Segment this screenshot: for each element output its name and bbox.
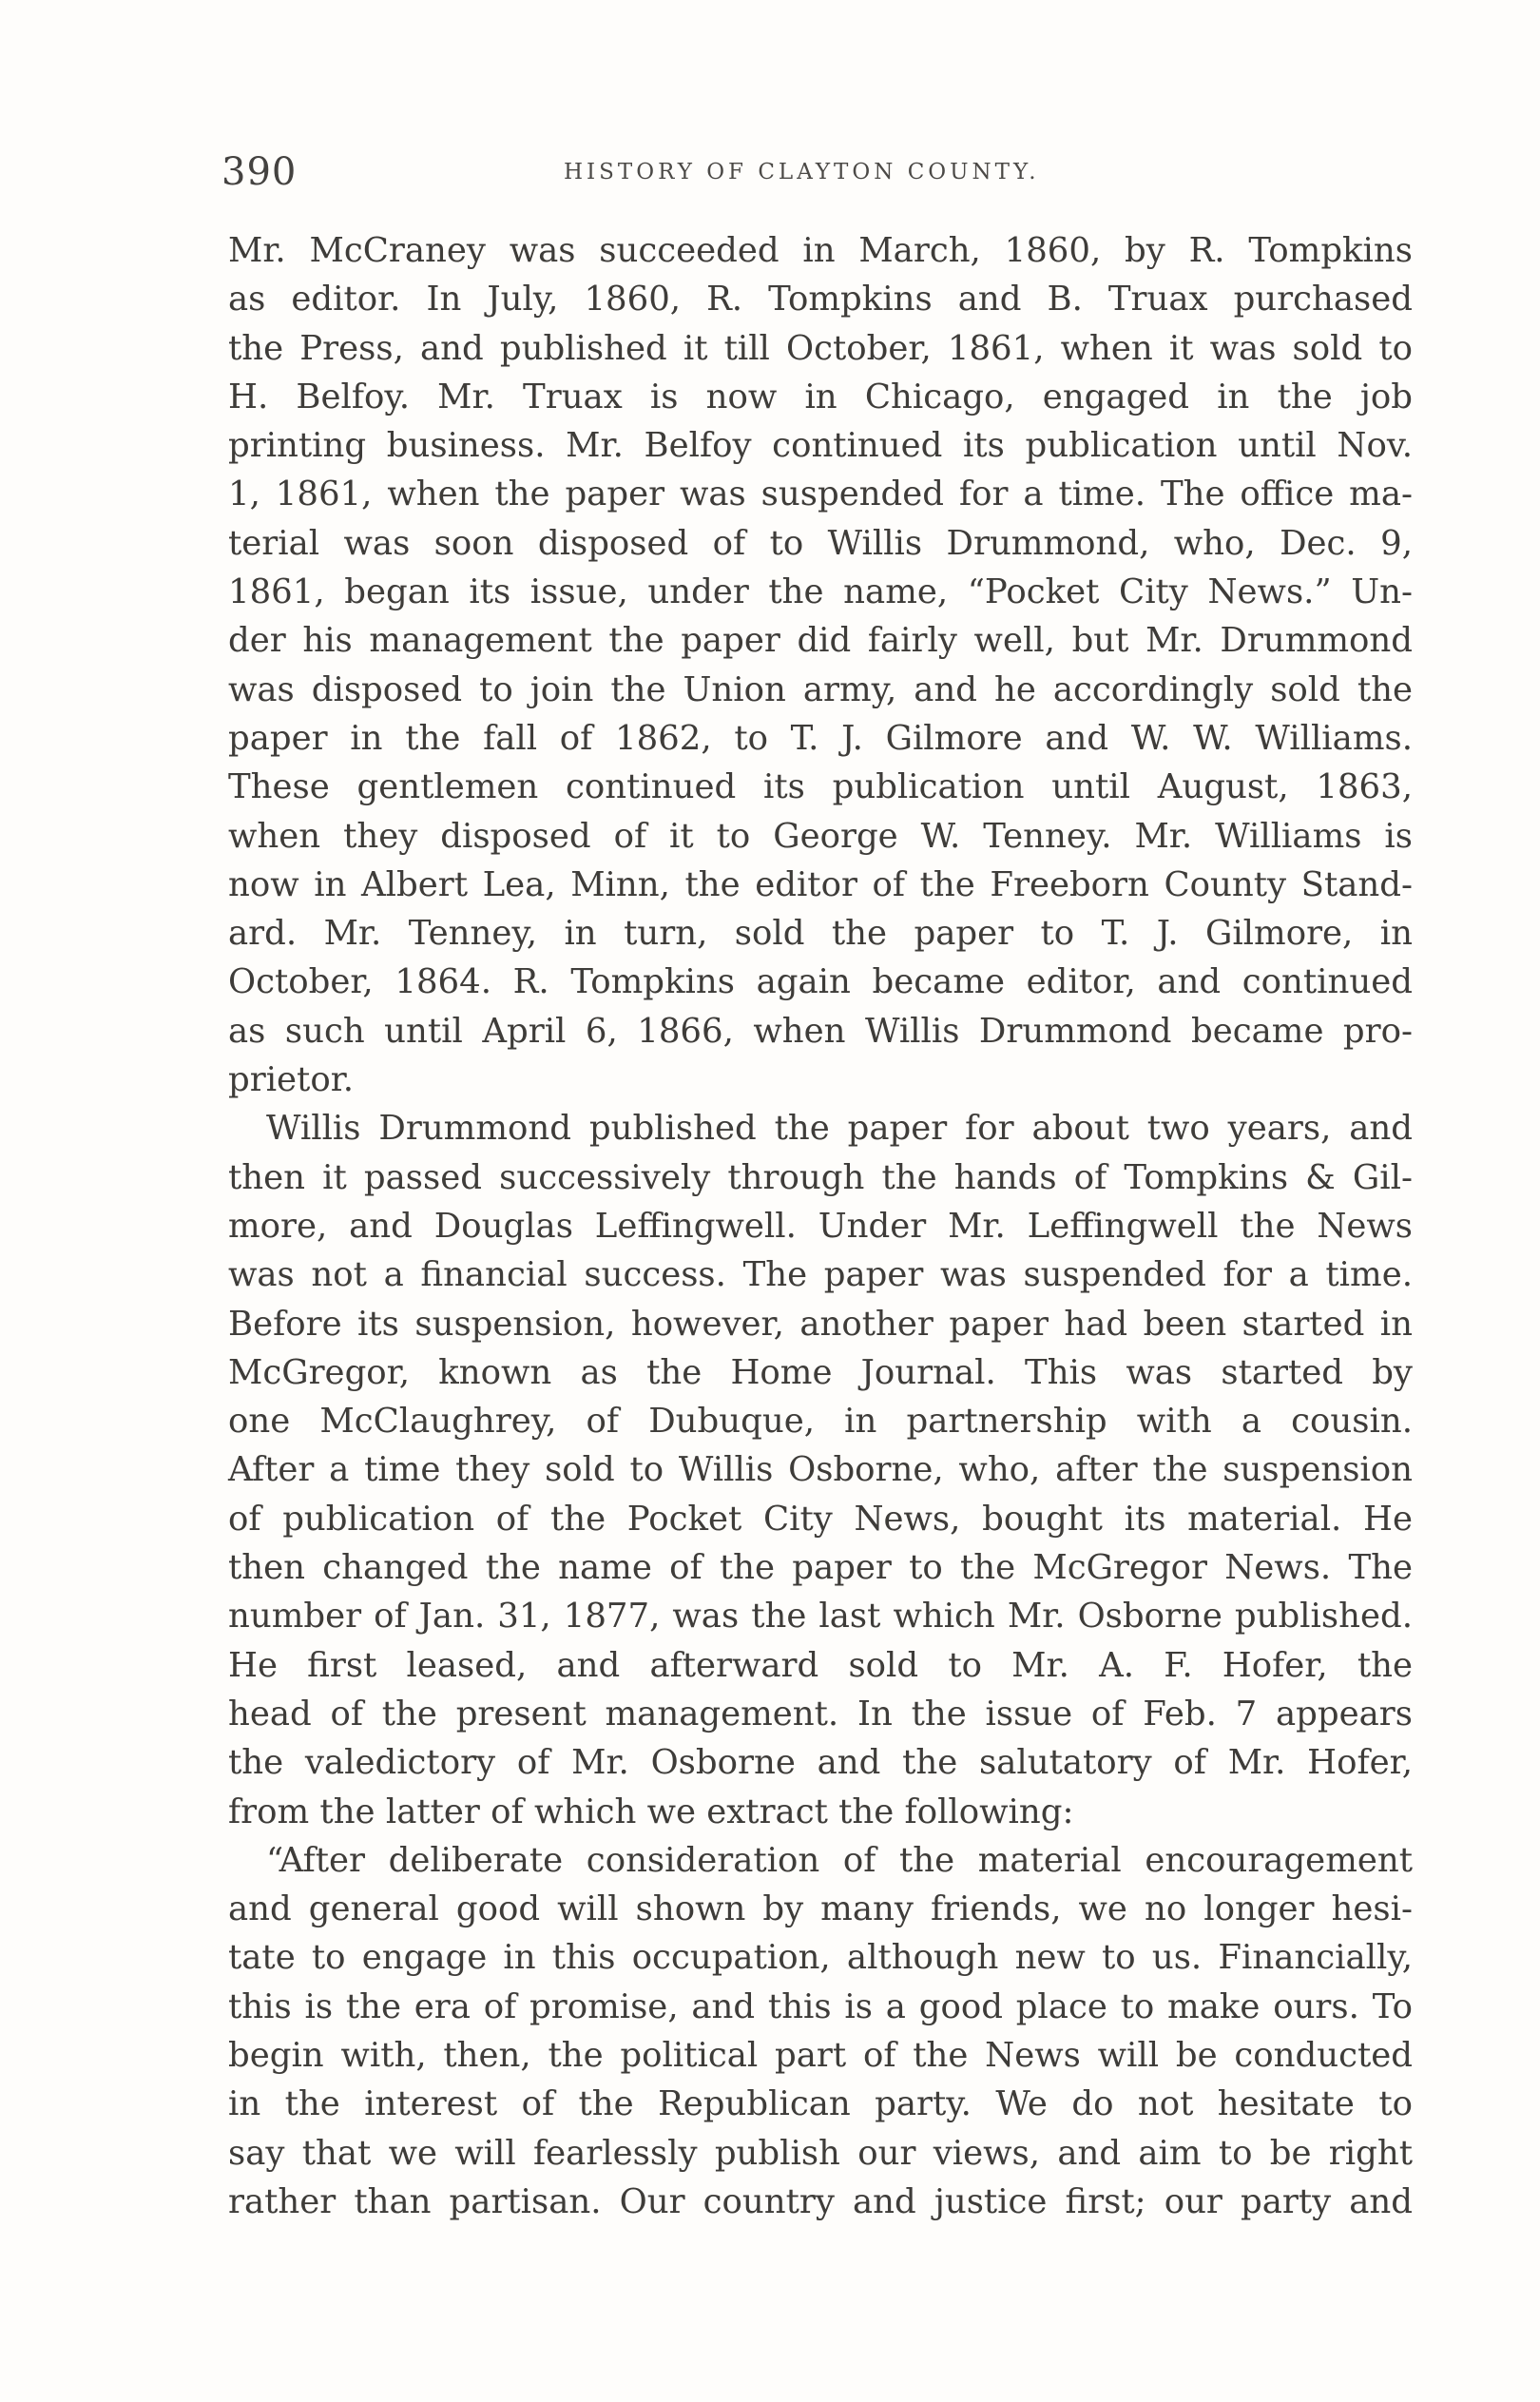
text-line: Mr. McCraney was succeeded in March, 1860, by R. Tompkins xyxy=(228,231,1413,270)
text-line: 1, 1861, when the paper was suspended for a time. The office ma- xyxy=(228,475,1413,514)
text-line: paper in the fall of 1862, to T. J. Gilmore and W. W. Williams. xyxy=(228,718,1413,758)
text-line: the Press, and published it till October, 1861, when it was sold to xyxy=(228,328,1413,368)
running-head xyxy=(221,150,1415,198)
text-line: one McClaughrey, of Dubuque, in partnership with a cousin. xyxy=(228,1402,1413,1442)
text-line: then it passed successively through the hands of Tompkins & Gil- xyxy=(228,1157,1413,1197)
body-text xyxy=(228,226,1413,2226)
text-line: prietor. xyxy=(228,1060,355,1100)
text-line: begin with, then, the political part of the News will be conducted xyxy=(228,2035,1413,2075)
text-line: of publication of the Pocket City News, bought its material. He xyxy=(228,1499,1413,1539)
running-title: HISTORY OF CLAYTON COUNTY. xyxy=(564,160,1040,184)
text-line: McGregor, known as the Home Journal. This was started by xyxy=(228,1352,1413,1392)
text-line: printing business. Mr. Belfoy continued its publication until Nov. xyxy=(228,426,1413,466)
text-line: as such until April 6, 1866, when Willis Drummond became pro- xyxy=(228,1011,1413,1051)
text-line: as editor. In July, 1860, R. Tompkins and B. Truax purchased xyxy=(228,280,1413,320)
text-line: was not a financial success. The paper was suspended for a time. xyxy=(228,1255,1413,1295)
text-line: ard. Mr. Tenney, in turn, sold the paper to T. J. Gilmore, in xyxy=(228,914,1413,954)
page-number: 390 xyxy=(221,150,298,194)
text-line: tate to engage in this occupation, although new to us. Financially, xyxy=(228,1938,1413,1978)
text-line: H. Belfoy. Mr. Truax is now in Chicago, engaged in the job xyxy=(228,377,1413,416)
text-line: say that we will fearlessly publish our views, and aim to be right xyxy=(228,2133,1413,2173)
text-line: Before its suspension, however, another paper had been started in xyxy=(228,1304,1413,1344)
text-line: der his management the paper did fairly well, but Mr. Drummond xyxy=(228,621,1413,661)
text-line: now in Albert Lea, Minn, the editor of the Freeborn County Stand- xyxy=(228,864,1413,904)
text-line: in the interest of the Republican party. We do not hesitate to xyxy=(228,2084,1413,2124)
text-line: more, and Douglas Leffingwell. Under Mr. Leffingwell the News xyxy=(228,1206,1413,1246)
text-line: “After deliberate consideration of the material encouragement xyxy=(266,1840,1413,1880)
text-line: 1861, began its issue, under the name, “Pocket City News.” Un- xyxy=(228,572,1413,612)
text-line: He first leased, and afterward sold to Mr. A. F. Hofer, the xyxy=(228,1645,1413,1685)
text-line: when they disposed of it to George W. Tenney. Mr. Williams is xyxy=(228,816,1413,856)
text-line: October, 1864. R. Tompkins again became editor, and continued xyxy=(228,962,1413,1002)
text-line: this is the era of promise, and this is a good place to make ours. To xyxy=(228,1986,1413,2026)
text-line: head of the present management. In the issue of Feb. 7 appears xyxy=(228,1694,1413,1734)
text-line: and general good will shown by many friends, we no longer hesi- xyxy=(228,1889,1413,1929)
text-line: the valedictory of Mr. Osborne and the salutatory of Mr. Hofer, xyxy=(228,1743,1413,1783)
text-line: After a time they sold to Willis Osborne, who, after the suspension xyxy=(228,1450,1413,1490)
text-line: rather than partisan. Our country and justice first; our party and xyxy=(228,2181,1413,2221)
paragraph xyxy=(228,1104,1413,1835)
text-line: was disposed to join the Union army, and he accordingly sold the xyxy=(228,669,1413,709)
text-line: from the latter of which we extract the following: xyxy=(228,1792,1074,1831)
paragraph xyxy=(228,226,1413,1104)
text-line: These gentlemen continued its publication until August, 1863, xyxy=(228,767,1413,807)
paragraph xyxy=(228,1836,1413,2226)
text-line: Willis Drummond published the paper for about two years, and xyxy=(266,1109,1413,1149)
text-line: number of Jan. 31, 1877, was the last which Mr. Osborne published. xyxy=(228,1597,1413,1637)
text-line: terial was soon disposed of to Willis Drummond, who, Dec. 9, xyxy=(228,523,1413,563)
text-line: then changed the name of the paper to the McGregor News. The xyxy=(228,1548,1413,1588)
